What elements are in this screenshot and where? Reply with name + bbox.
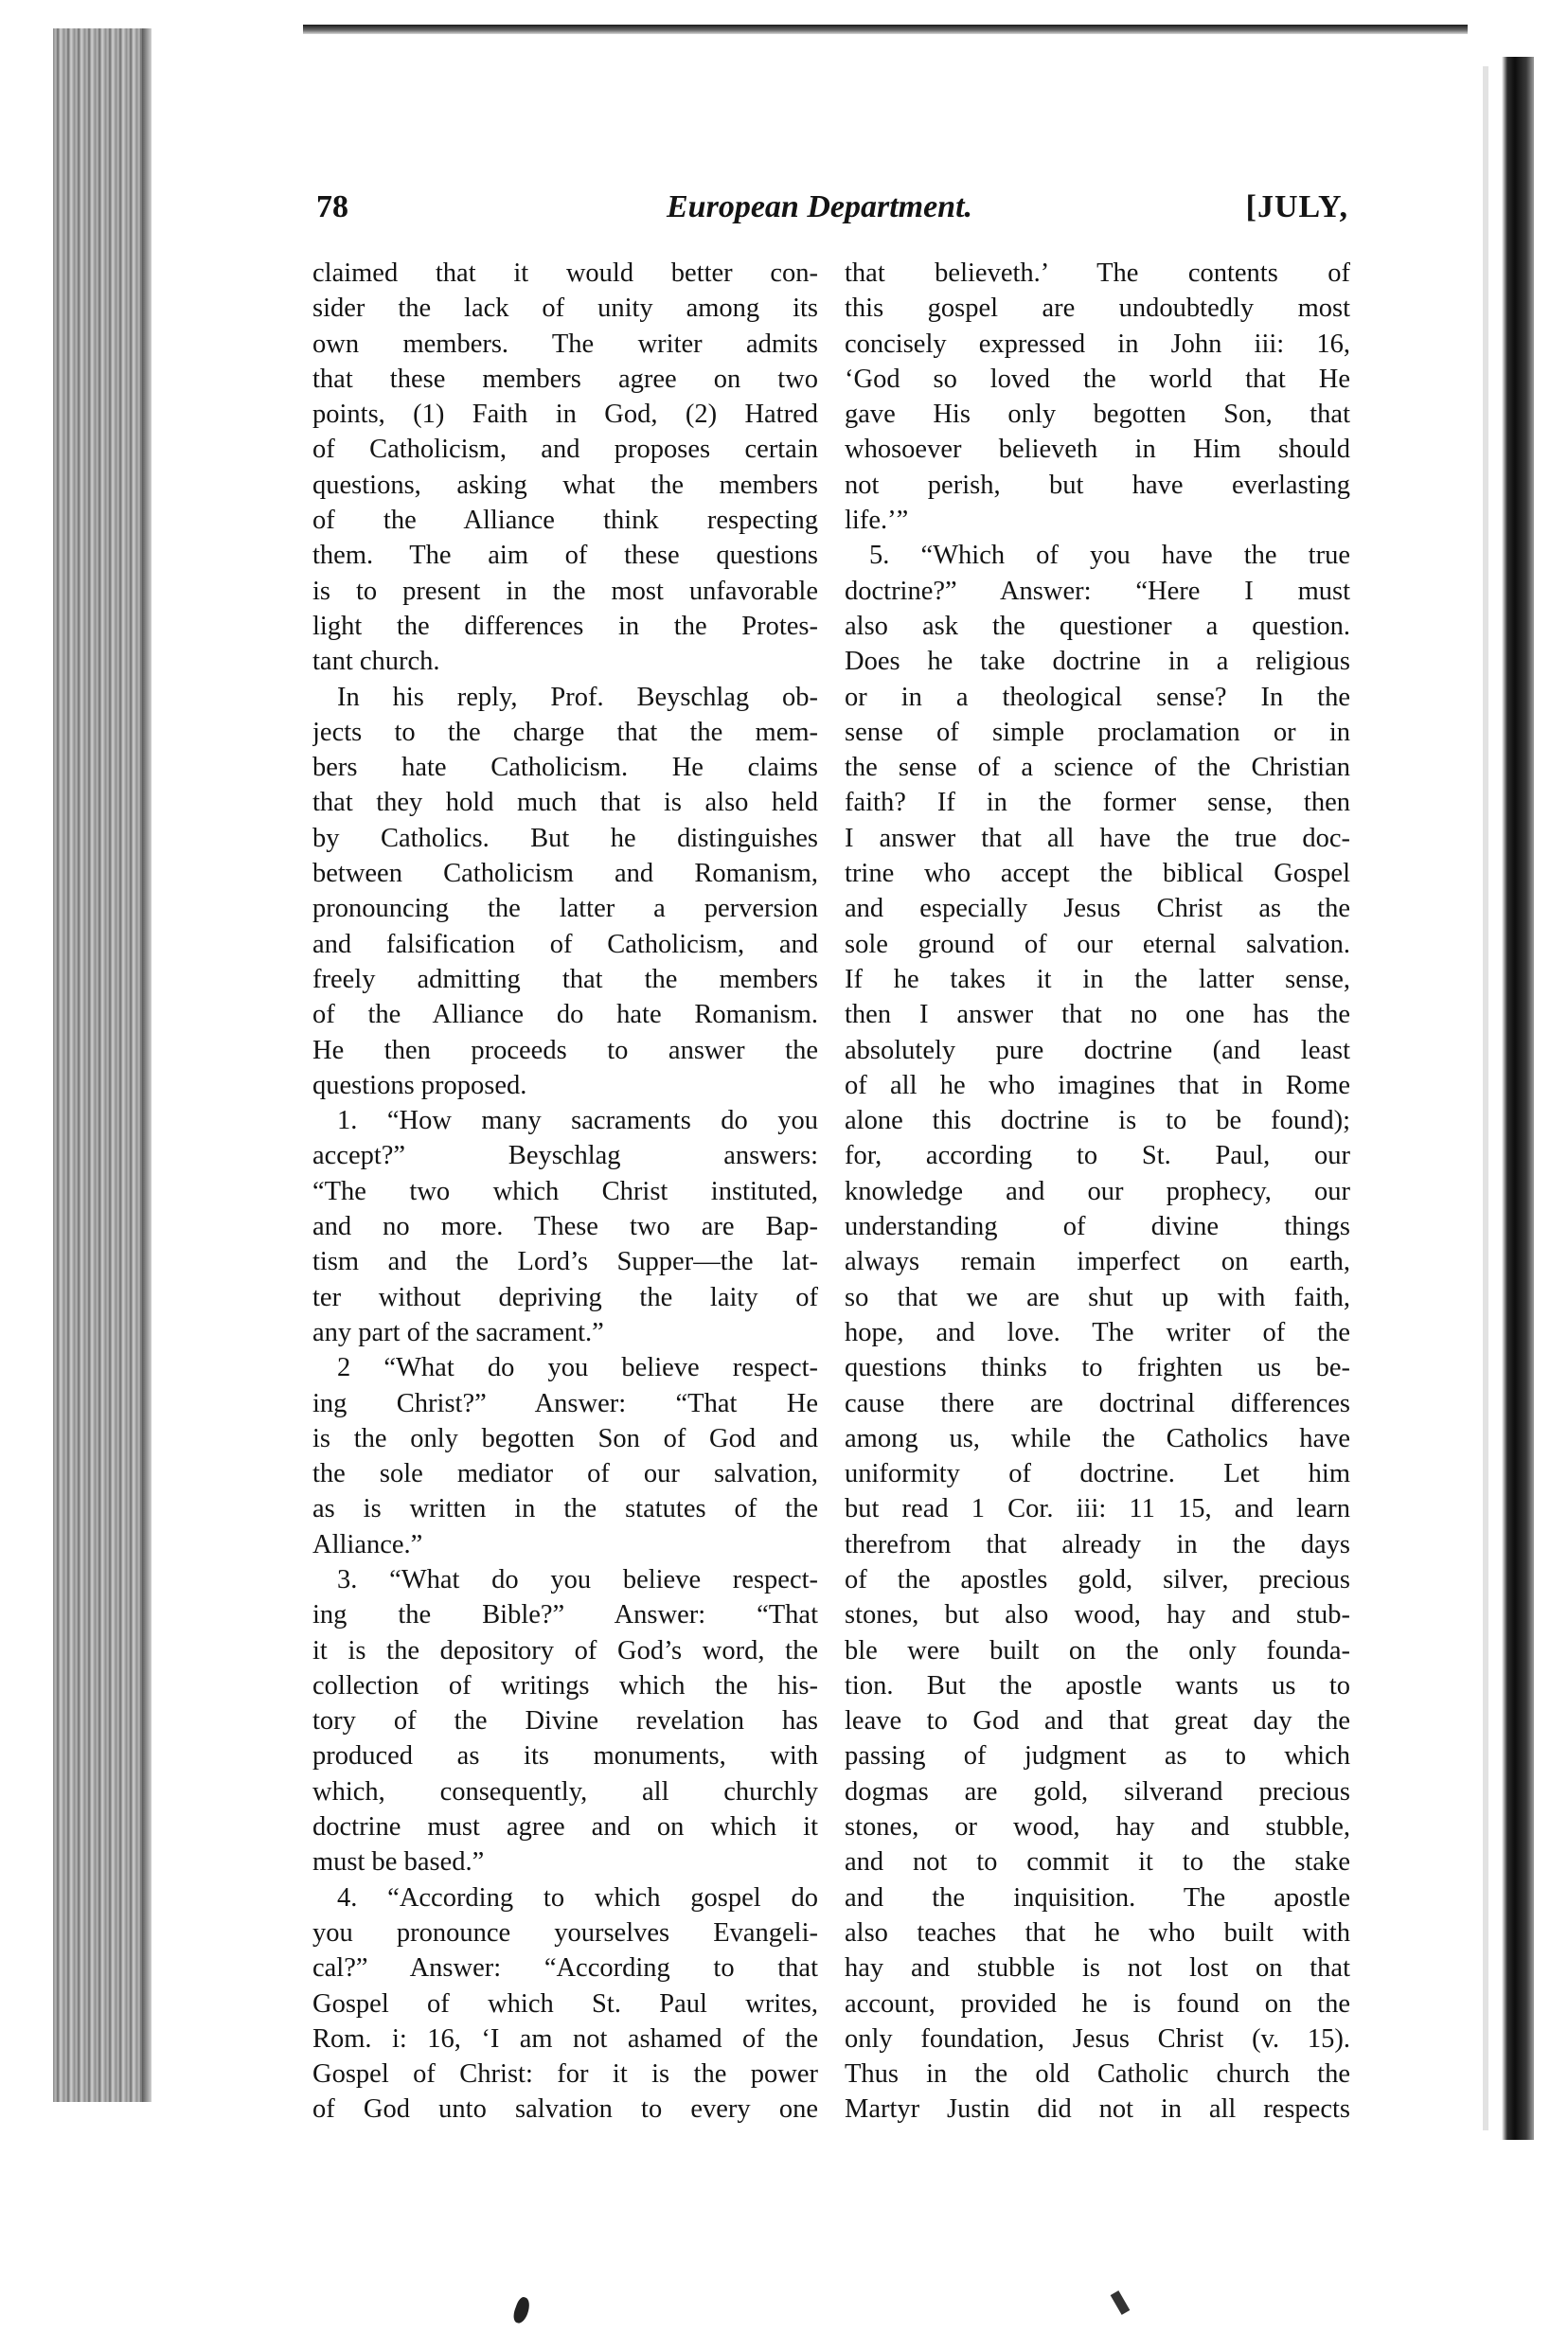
text-line: gave His only begotten Son, that <box>845 400 1350 430</box>
text-line: sole ground of our eternal salvation. <box>845 929 1350 959</box>
text-line: ter without depriving the laity of <box>312 1282 818 1312</box>
text-line: understanding of divine things <box>845 1212 1350 1242</box>
text-line: dogmas are gold, silverand precious <box>845 1776 1350 1807</box>
text-line: any part of the sacrament.” <box>312 1317 604 1347</box>
text-line: or in a theological sense? In the <box>845 682 1350 712</box>
text-line: also teaches that he who built with <box>845 1917 1350 1948</box>
text-line: the sense of a science of the Christian <box>845 753 1350 783</box>
text-line: must be based.” <box>312 1847 485 1878</box>
left-binding-shadow <box>142 28 151 2102</box>
text-line: 2 “What do you believe respect- <box>337 1353 818 1383</box>
text-line: produced as its monuments, with <box>312 1741 818 1772</box>
text-line: of the apostles gold, silver, precious <box>845 1564 1350 1594</box>
text-line: of all he who imagines that in Rome <box>845 1070 1350 1100</box>
text-line: them. The aim of these questions <box>312 541 818 571</box>
text-line: that they hold much that is also held <box>312 788 818 818</box>
text-line: own members. The writer admits <box>312 329 818 359</box>
text-line: collection of writings which the his- <box>312 1670 818 1701</box>
scan-artifact-speck <box>511 2295 533 2324</box>
text-line: and no more. These two are Bap- <box>312 1212 818 1242</box>
text-line: ‘God so loved the world that He <box>845 364 1350 394</box>
text-line: points, (1) Faith in God, (2) Hatred <box>312 400 818 430</box>
text-line: and the inquisition. The apostle <box>845 1882 1350 1913</box>
text-line: account, provided he is found on the <box>845 1988 1350 2019</box>
text-line: of the Alliance think respecting <box>312 506 818 536</box>
text-line: If he takes it in the latter sense, <box>845 964 1350 994</box>
text-line: but read 1 Cor. iii: 11 15, and learn <box>845 1494 1350 1524</box>
text-line: whosoever believeth in Him should <box>845 435 1350 465</box>
text-line: pronouncing the latter a perversion <box>312 894 818 924</box>
text-line: not perish, but have everlasting <box>845 470 1350 500</box>
text-line: that believeth.’ The contents of <box>845 258 1350 288</box>
text-line: bers hate Catholicism. He claims <box>312 753 818 783</box>
text-line: of the Alliance do hate Romanism. <box>312 1000 818 1030</box>
text-line: tism and the Lord’s Supper—the lat- <box>312 1247 818 1277</box>
text-line: 5. “Which of you have the true <box>869 541 1350 571</box>
scan-artifact-mark <box>1111 2290 1131 2315</box>
text-line: by Catholics. But he distinguishes <box>312 823 818 853</box>
text-line: questions, asking what the members <box>312 470 818 500</box>
text-line: hope, and love. The writer of the <box>845 1317 1350 1347</box>
text-line: “The two which Christ instituted, <box>312 1176 818 1206</box>
text-line: Thus in the old Catholic church the <box>845 2059 1350 2090</box>
text-line: tory of the Divine revelation has <box>312 1706 818 1736</box>
text-line: and falsification of Catholicism, and <box>312 929 818 959</box>
text-line: absolutely pure doctrine (and least <box>845 1035 1350 1065</box>
page-number: 78 <box>316 189 348 224</box>
text-line: sider the lack of unity among its <box>312 294 818 324</box>
text-line: In his reply, Prof. Beyschlag ob- <box>337 682 818 712</box>
text-line: which, consequently, all churchly <box>312 1776 818 1807</box>
right-page-margin-shade <box>1483 66 1488 2130</box>
text-line: tant church. <box>312 647 440 677</box>
right-page-stack-edge <box>1502 57 1534 2140</box>
text-line: of Catholicism, and proposes certain <box>312 435 818 465</box>
text-line: 4. “According to which gospel do <box>337 1882 818 1913</box>
text-line: doctrine?” Answer: “Here I must <box>845 576 1350 606</box>
text-line: claimed that it would better con- <box>312 258 818 288</box>
text-line: the sole mediator of our salvation, <box>312 1459 818 1489</box>
text-line: jects to the charge that the mem- <box>312 717 818 747</box>
text-line: ing Christ?” Answer: “That He <box>312 1388 818 1418</box>
text-line: life.’” <box>845 506 909 536</box>
text-line: uniformity of doctrine. Let him <box>845 1459 1350 1489</box>
text-line: passing of judgment as to which <box>845 1741 1350 1772</box>
text-line: trine who accept the biblical Gospel <box>845 859 1350 889</box>
left-page-stack-edge <box>53 28 150 2102</box>
text-line: faith? If in the former sense, then <box>845 788 1350 818</box>
text-line: stones, or wood, hay and stubble, <box>845 1812 1350 1843</box>
text-line: questions thinks to frighten us be- <box>845 1353 1350 1383</box>
text-line: always remain imperfect on earth, <box>845 1247 1350 1277</box>
text-line: light the differences in the Protes- <box>312 611 818 641</box>
page-header <box>316 189 1348 237</box>
text-line: knowledge and our prophecy, our <box>845 1176 1350 1206</box>
text-line: also ask the questioner a question. <box>845 611 1350 641</box>
text-line: stones, but also wood, hay and stub- <box>845 1600 1350 1630</box>
text-line: Gospel of which St. Paul writes, <box>312 1988 818 2019</box>
text-line: cause there are doctrinal differences <box>845 1388 1350 1418</box>
left-text-column <box>312 256 818 2128</box>
text-line: ing the Bible?” Answer: “That <box>312 1600 818 1630</box>
running-date: [JULY, <box>1245 189 1348 224</box>
text-line: doctrine must agree and on which it <box>312 1812 818 1843</box>
text-line: for, according to St. Paul, our <box>845 1141 1350 1171</box>
text-line: you pronounce yourselves Evangeli- <box>312 1917 818 1948</box>
right-text-column <box>845 256 1350 2128</box>
text-line: therefrom that already in the days <box>845 1529 1350 1559</box>
text-line: alone this doctrine is to be found); <box>845 1106 1350 1136</box>
text-line: only foundation, Jesus Christ (v. 15). <box>845 2023 1350 2054</box>
text-line: questions proposed. <box>312 1070 527 1100</box>
text-line: is the only begotten Son of God and <box>312 1423 818 1453</box>
running-title: European Department. <box>667 189 973 224</box>
text-line: leave to God and that great day the <box>845 1706 1350 1736</box>
text-line: of God unto salvation to every one <box>312 2094 818 2125</box>
text-line: and not to commit it to the stake <box>845 1847 1350 1878</box>
text-line: concisely expressed in John iii: 16, <box>845 329 1350 359</box>
text-line: this gospel are undoubtedly most <box>845 294 1350 324</box>
top-border-rule <box>303 25 1468 34</box>
text-line: Martyr Justin did not in all respects <box>845 2094 1350 2125</box>
text-line: Gospel of Christ: for it is the power <box>312 2059 818 2090</box>
text-line: between Catholicism and Romanism, <box>312 859 818 889</box>
text-line: He then proceeds to answer the <box>312 1035 818 1065</box>
text-line: so that we are shut up with faith, <box>845 1282 1350 1312</box>
text-line: among us, while the Catholics have <box>845 1423 1350 1453</box>
text-line: cal?” Answer: “According to that <box>312 1953 818 1984</box>
text-line: tion. But the apostle wants us to <box>845 1670 1350 1701</box>
text-line: Does he take doctrine in a religious <box>845 647 1350 677</box>
text-line: I answer that all have the true doc- <box>845 823 1350 853</box>
text-line: as is written in the statutes of the <box>312 1494 818 1524</box>
text-line: that these members agree on two <box>312 364 818 394</box>
text-line: accept?” Beyschlag answers: <box>312 1141 818 1171</box>
text-line: ble were built on the only founda- <box>845 1635 1350 1665</box>
text-line: 1. “How many sacraments do you <box>337 1106 818 1136</box>
text-line: then I answer that no one has the <box>845 1000 1350 1030</box>
text-line: Rom. i: 16, ‘I am not ashamed of the <box>312 2023 818 2054</box>
text-line: freely admitting that the members <box>312 964 818 994</box>
text-line: Alliance.” <box>312 1529 423 1559</box>
text-line: is to present in the most unfavorable <box>312 576 818 606</box>
text-line: hay and stubble is not lost on that <box>845 1953 1350 1984</box>
text-line: and especially Jesus Christ as the <box>845 894 1350 924</box>
text-line: sense of simple proclamation or in <box>845 717 1350 747</box>
text-line: 3. “What do you believe respect- <box>337 1564 818 1594</box>
text-line: it is the depository of God’s word, the <box>312 1635 818 1665</box>
